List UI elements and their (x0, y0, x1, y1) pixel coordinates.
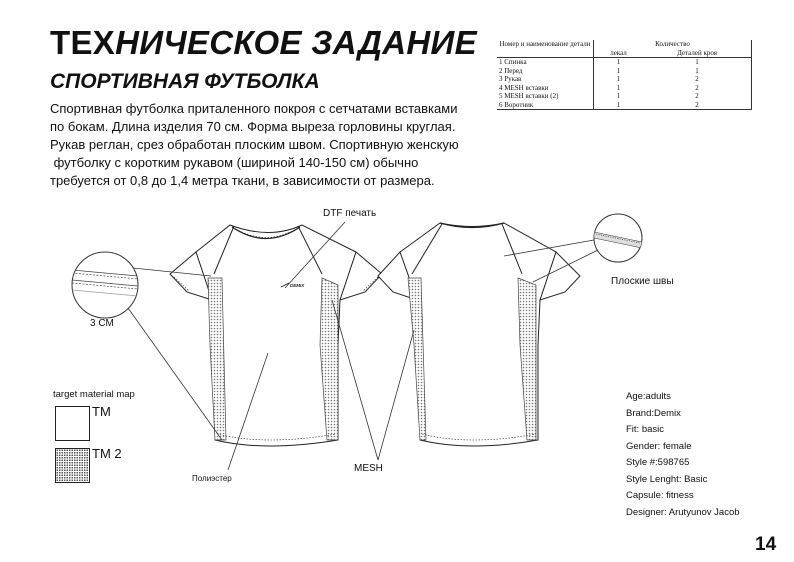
title-part: НИЧЕСКОЕ (115, 24, 312, 61)
magnifier-circle-icon (594, 214, 642, 262)
spec-list (626, 389, 740, 521)
tshirt-front-icon (170, 225, 382, 446)
cm-label: 3 СМ (90, 318, 114, 329)
table-cell: 2 (643, 84, 752, 93)
table-cell: 1 (594, 101, 644, 110)
swatch-tm-label: TM (92, 404, 111, 419)
table-cell: 1 (616, 75, 621, 83)
chest-logo: DEMIX (290, 283, 305, 288)
spec-item: Style Lenght: Basic (626, 473, 708, 485)
table-cell: 2 (643, 101, 752, 110)
callout-line (128, 308, 222, 440)
legend-title: target material map (53, 389, 135, 400)
table-header-name: Номер и наименование детали (497, 40, 594, 58)
polyester-label: Полиэстер (192, 474, 232, 483)
mesh-label: MESH (354, 463, 383, 474)
page-number: 14 (755, 534, 777, 555)
spec-item: Capsule: fitness (626, 490, 694, 501)
description-line: Спортивная футболка приталенного покроя с сетчатами вставками (50, 101, 458, 116)
table-header-lekal: лекал (610, 48, 627, 57)
spec-item: Age:adults (626, 391, 671, 402)
spec-item: Style #:598765 (626, 457, 690, 468)
description-line: по бокам. Длина изделия 70 см. Форма выреза горловины круглая. (50, 119, 456, 134)
table-cell: 1 (616, 83, 621, 92)
title-accent: ТЕХ (50, 24, 116, 61)
page-subtitle: СПОРТИВНАЯ ФУТБОЛКА (50, 70, 320, 93)
spec-item: Gender: female (626, 440, 692, 452)
description-line: требуется от 0,8 до 1,4 метра ткани, в зависимости от размера. (50, 173, 435, 188)
callout-line (378, 330, 414, 460)
table-cell: 1 (594, 58, 644, 67)
table-cell: 1 (616, 66, 621, 75)
swatch-tm2-label: TM 2 (92, 446, 122, 461)
callout-line (332, 300, 378, 460)
table-cell: 1 (616, 92, 621, 100)
table-cell: 1 Спинка (497, 58, 594, 67)
tshirt-back-icon (378, 223, 580, 446)
table-cell: 3 Рукав (497, 75, 594, 84)
description-line: Рукав реглан, срез обработан плоским швом. Спортивную женскую (50, 137, 459, 152)
table-cell: 1 (643, 58, 752, 67)
table-cell: 2 (643, 92, 752, 101)
description-line: футболку с коротким рукавом (шириной 140-150 см) обычно (50, 155, 419, 170)
table-cell: 2 Перед (497, 67, 594, 76)
spec-item: Designer: Arutyunov Jacob (626, 506, 740, 518)
dtf-label: DTF печать (323, 208, 377, 219)
table-header-qty: Количество (594, 40, 752, 49)
swatch-tm (55, 406, 90, 441)
table-cell: 1 (643, 67, 752, 76)
table-cell: 6 Воротник (497, 101, 594, 110)
flat-seams-label: Плоские швы (611, 276, 674, 287)
table-cell: 4 MESH вставки (497, 84, 594, 93)
table-header-details: Деталей кроя (643, 49, 752, 58)
swatch-tm2 (55, 448, 90, 483)
title-accent-2: ЗАДАНИЕ (311, 24, 477, 61)
spec-item: Fit: basic (626, 424, 665, 435)
table-cell: 5 MESH вставки (2) (497, 92, 594, 101)
table-cell: 2 (643, 75, 752, 84)
spec-item: Brand:Demix (626, 407, 681, 419)
